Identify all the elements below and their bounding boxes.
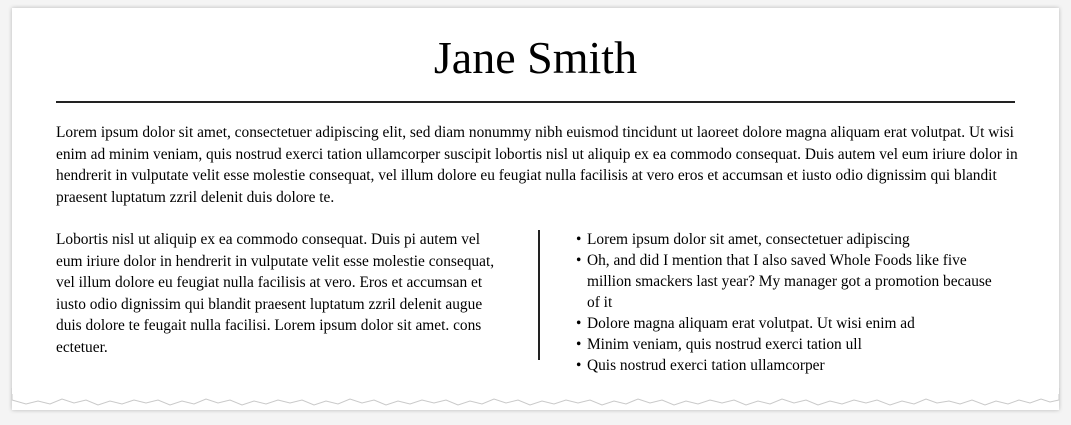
list-item-text: Oh, and did I mention that I also saved Whole Foods like five million smackers last year? My manager got a promotion because of it [587,252,992,311]
list-item [576,229,996,250]
bullet-icon: • [576,315,582,332]
intro-paragraph: Lorem ipsum dolor sit amet, consectetuer adipiscing elit, sed diam nonummy nibh euismod tincidunt ut laoreet dolore magna aliquam erat volutpat. Ut wisi enim ad minim veniam, quis nostrud exerci tation ullamcorper suscipit lobortis nisl ut aliquip ex ea commodo consequat. Duis autem vel eum iriure dolor in hendrerit in vulputate velit esse molestie consequat, vel illum dolore eu feugiat nulla facilisis at vero eros et accumsan et iusto odio dignissim qui blandit praesent luptatum zzril delenit duis dolore te. [56,124,1018,206]
list-item [576,250,996,313]
page-title: Jane Smith [433,32,638,83]
list-item-text: Minim veniam, quis nostrud exerci tation ull [587,336,862,353]
list-item [576,313,996,334]
bullet-icon: • [576,357,582,374]
bullet-icon: • [576,252,582,269]
bullet-list [576,229,996,376]
list-item [576,355,996,376]
bullet-icon: • [576,336,582,353]
column-divider [538,230,540,360]
list-item [576,334,996,355]
title-divider [56,101,1015,103]
left-column-paragraph: Lobortis nisl ut aliquip ex ea commodo consequat. Duis pi autem vel eum iriure dolor in hendrerit in vulputate velit esse molestie consequat, vel illum dolore eu feugiat nulla facilisis at vero. Eros et accumsan et iusto odio dignissim qui blandit praesent luptatum zzril delenit augue duis dolore te feugait nulla facilisi. Lorem ipsum dolor sit amet. cons ectetuer. [56,231,495,356]
list-item-text: Dolore magna aliquam erat volutpat. Ut wisi enim ad [587,315,915,332]
bullet-icon: • [576,231,582,248]
list-item-text: Quis nostrud exerci tation ullamcorper [587,357,825,374]
list-item-text: Lorem ipsum dolor sit amet, consectetuer adipiscing [587,231,910,248]
torn-paper-edge [0,388,1071,425]
